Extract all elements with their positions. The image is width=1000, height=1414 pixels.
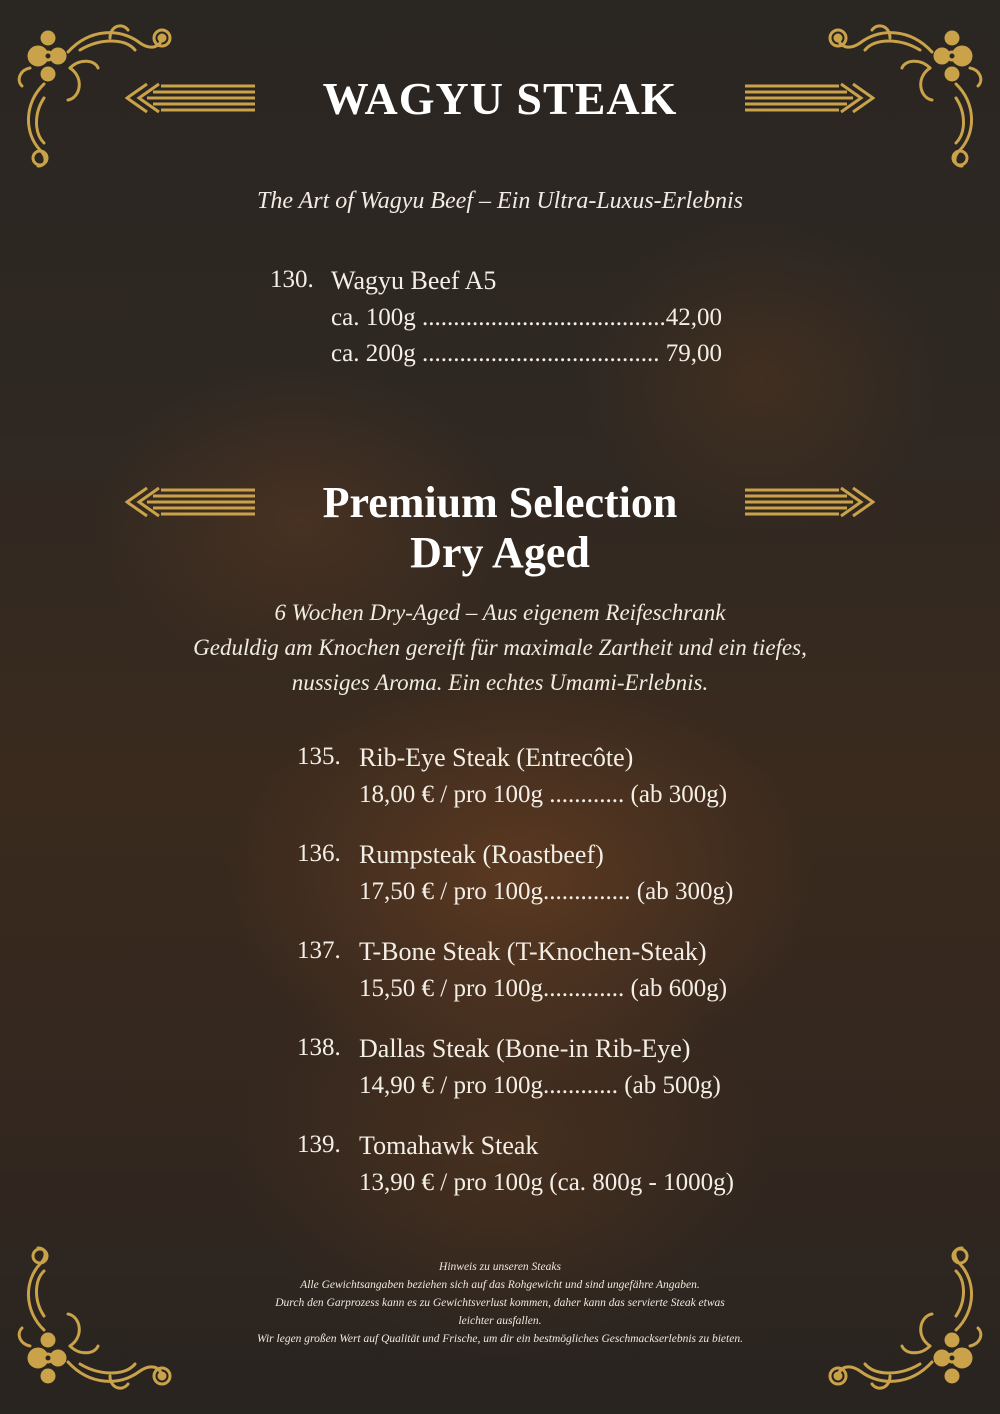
- item-number: 136.: [297, 840, 341, 867]
- menu-item-139: [297, 1131, 797, 1211]
- title-line: Premium Selection: [322, 478, 678, 527]
- item-name: Dallas Steak (Bone-in Rib-Eye): [359, 1034, 691, 1063]
- item-price-line: 15,50 € / pro 100g............. (ab 600g): [359, 975, 728, 1002]
- item-name: Rumpsteak (Roastbeef): [359, 840, 604, 869]
- section-title-dry-aged: [0, 478, 1000, 578]
- section-subtitle-wagyu: The Art of Wagyu Beef – Ein Ultra-Luxus-Erlebnis: [257, 188, 743, 214]
- item-number: 135.: [297, 743, 341, 770]
- item-price-line: 13,90 € / pro 100g (ca. 800g - 1000g): [359, 1169, 734, 1196]
- ornate-corner-bottom-right-icon: [825, 1246, 990, 1406]
- item-number: 130.: [270, 266, 314, 293]
- steak-footnote: [180, 1258, 820, 1348]
- subtitle-line: Geduldig am Knochen gereift für maximale Zartheit und ein tiefes,: [193, 635, 807, 660]
- section-subtitle-dry-aged: [0, 595, 1000, 700]
- section-title-wagyu: WAGYU STEAK: [322, 73, 678, 124]
- item-name: Rib-Eye Steak (Entrecôte): [359, 743, 634, 772]
- item-number: 139.: [297, 1131, 341, 1158]
- subtitle-line: nussiges Aroma. Ein echtes Umami-Erlebnis.: [291, 670, 709, 695]
- menu-item-130: [270, 266, 750, 376]
- item-name: Tomahawk Steak: [359, 1131, 539, 1160]
- item-name: Wagyu Beef A5: [331, 266, 497, 295]
- footnote-line: Durch den Garprozess kann es zu Gewichtsverlust kommen, daher kann das servierte Steak etwas: [275, 1297, 725, 1309]
- item-number: 138.: [297, 1034, 341, 1061]
- menu-item-138: [297, 1034, 797, 1114]
- ornate-corner-bottom-left-icon: [10, 1246, 175, 1406]
- menu-item-137: [297, 937, 797, 1017]
- item-price-line: 18,00 € / pro 100g ............ (ab 300g): [359, 781, 728, 808]
- item-price-line: 14,90 € / pro 100g............ (ab 500g): [359, 1072, 721, 1099]
- item-price-line: ca. 200g ...................................... 79,00: [331, 340, 722, 367]
- footnote-line: leichter ausfallen.: [458, 1315, 542, 1327]
- footnote-line: Alle Gewichtsangaben beziehen sich auf das Rohgewicht und sind ungefähre Angaben.: [300, 1279, 700, 1291]
- item-name: T-Bone Steak (T-Knochen-Steak): [359, 937, 707, 966]
- item-price-line: 17,50 € / pro 100g.............. (ab 300g): [359, 878, 734, 905]
- subtitle-line: 6 Wochen Dry-Aged – Aus eigenem Reifeschrank: [274, 600, 726, 625]
- item-number: 137.: [297, 937, 341, 964]
- footnote-line: Hinweis zu unseren Steaks: [439, 1261, 561, 1273]
- menu-item-136: [297, 840, 797, 920]
- menu-item-135: [297, 743, 797, 823]
- footnote-line: Wir legen großen Wert auf Qualität und Frische, um dir ein bestmögliches Geschmackserlebnis zu bieten.: [257, 1333, 743, 1345]
- title-line: Dry Aged: [410, 528, 590, 577]
- item-price-line: ca. 100g .......................................42,00: [331, 304, 722, 331]
